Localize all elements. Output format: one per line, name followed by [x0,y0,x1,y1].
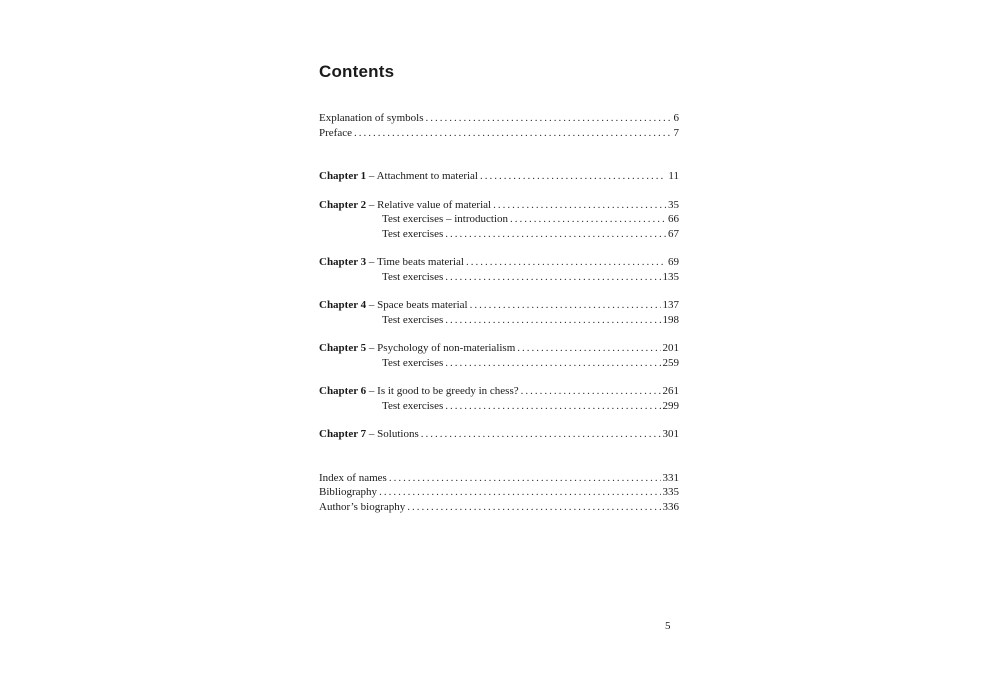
chapter-dash: – [366,299,378,311]
toc-entry-page: 335 [662,486,679,498]
chapter-dash: – [366,385,378,397]
toc-chapter-4 [319,298,679,313]
toc-entry-authors-biography [319,500,679,515]
toc-entry-page: 137 [662,299,679,311]
toc-entry-label: Test exercises [382,399,444,412]
chapter-number: Chapter 6 [319,385,367,397]
chapter-title: Is it good to be greedy in chess? [377,385,519,397]
page-title: Contents [319,62,395,81]
toc-entry-label: Test exercises – introduction [382,213,509,225]
chapter-dash: – [366,198,378,211]
toc-entry-label: Test exercises [382,313,444,326]
toc-entry-label: Test exercises [382,227,444,240]
toc-entry-label: Bibliography [319,486,378,498]
toc-chapter-5 [319,341,679,356]
toc-chapter-6 [319,384,679,399]
toc-subentry [319,313,679,328]
toc-chapter-7 [319,427,679,442]
chapter-title: Attachment to material [376,170,478,182]
toc-entry-label: Author’s biography [319,500,406,513]
toc-subentry [319,399,679,414]
toc-entry-page: 259 [662,356,679,369]
dot-leader [426,111,672,126]
dot-leader [521,384,661,399]
chapter-title: Relative value of material [377,198,492,211]
toc-entry-label: Test exercises [382,270,444,283]
toc-subentry [319,227,679,242]
dot-leader [466,255,666,270]
toc-entry-index-of-names [319,471,679,486]
toc-entry-page: 11 [668,170,679,182]
toc-subentry [319,270,679,285]
chapter-dash: – [366,256,377,268]
dot-leader [510,212,666,227]
toc-entry-page: 198 [662,313,679,326]
dot-leader [480,169,666,184]
toc-subentry [319,212,679,227]
chapter-number: Chapter 4 [319,299,367,311]
page-number: 5 [665,620,671,632]
dot-leader [407,500,660,515]
dot-leader [493,198,666,213]
toc-entry-explanation-of-symbols [319,111,679,126]
dot-leader [354,126,672,141]
toc-entry-label: Explanation of symbols [319,112,424,124]
toc-entry-page: 201 [662,342,679,354]
toc-entry-label: Test exercises [382,356,444,369]
toc-chapter-2 [319,198,679,213]
dot-leader [445,270,660,285]
dot-leader [517,341,660,356]
chapter-number: Chapter 5 [319,342,367,354]
toc-chapter-1 [319,169,679,184]
chapter-title: Space beats material [377,299,468,311]
toc-entry-page: 7 [673,126,679,139]
chapter-number: Chapter 2 [319,198,367,211]
dot-leader [470,298,661,313]
toc-entry-page: 331 [662,471,679,484]
table-of-contents [319,111,679,514]
toc-entry-page: 35 [668,198,679,211]
dot-leader [389,471,661,486]
toc-entry-page: 6 [673,112,679,124]
toc-entry-page: 336 [662,500,679,513]
toc-entry-page: 66 [668,213,679,225]
dot-leader [445,313,660,328]
toc-entry-bibliography [319,485,679,500]
chapter-dash: – [366,170,377,182]
toc-entry-label: Preface [319,126,352,139]
toc-chapter-3 [319,255,679,270]
dot-leader [445,356,660,371]
chapter-title: Psychology of non-materialism [377,342,516,354]
chapter-number: Chapter 3 [319,256,367,268]
toc-entry-preface [319,126,679,141]
toc-entry-page: 67 [668,227,679,240]
chapter-dash: – [366,342,378,354]
toc-entry-page: 299 [662,399,679,412]
dot-leader [445,399,660,414]
chapter-number: Chapter 1 [319,170,367,182]
dot-leader [421,427,661,442]
toc-subentry [319,356,679,371]
toc-entry-page: 301 [662,428,679,440]
toc-entry-page: 135 [662,270,679,283]
toc-entry-page: 261 [662,385,679,397]
chapter-title: Solutions [377,428,419,440]
toc-entry-page: 69 [668,256,679,268]
chapter-number: Chapter 7 [319,428,367,440]
toc-entry-label: Index of names [319,471,387,484]
chapter-title: Time beats material [376,256,464,268]
dot-leader [379,485,660,500]
chapter-dash: – [366,428,378,440]
dot-leader [445,227,666,242]
